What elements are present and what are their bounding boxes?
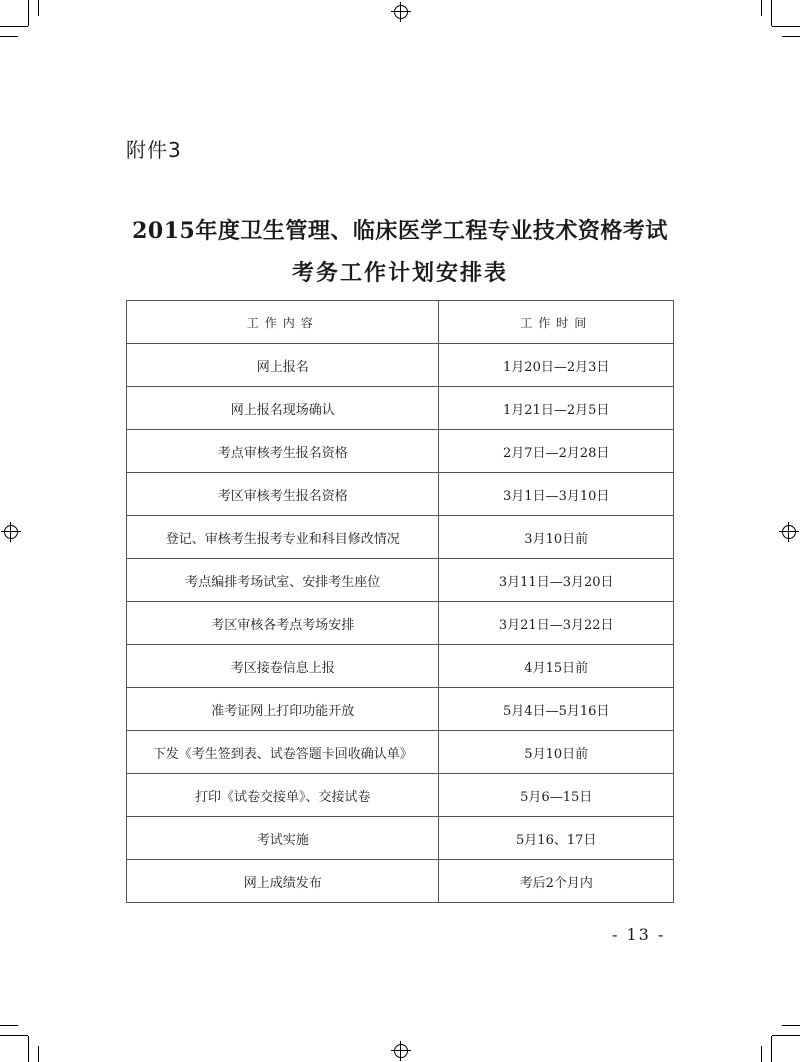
table-row	[127, 731, 674, 774]
time-cell: 3月10日前	[439, 516, 674, 559]
time-cell: 5月16、17日	[439, 817, 674, 860]
registration-mark-icon	[1, 522, 21, 542]
time-cell: 3月1日—3月10日	[439, 473, 674, 516]
time-cell: 3月21日—3月22日	[439, 602, 674, 645]
task-cell: 考试实施	[127, 817, 439, 860]
registration-mark-icon	[391, 2, 411, 22]
time-cell: 5月10日前	[439, 731, 674, 774]
task-cell: 登记、审核考生报考专业和科目修改情况	[127, 516, 439, 559]
column-header-content: 工作内容	[127, 301, 439, 344]
table-header-row	[127, 301, 674, 344]
time-cell: 5月4日—5月16日	[439, 688, 674, 731]
table-row	[127, 516, 674, 559]
table-row	[127, 473, 674, 516]
time-cell: 4月15日前	[439, 645, 674, 688]
table-row	[127, 430, 674, 473]
task-cell: 准考证网上打印功能开放	[127, 688, 439, 731]
table-row	[127, 688, 674, 731]
table-row	[127, 860, 674, 903]
table-row	[127, 817, 674, 860]
time-cell: 3月11日—3月20日	[439, 559, 674, 602]
time-cell: 2月7日—2月28日	[439, 430, 674, 473]
time-cell: 5月6—15日	[439, 774, 674, 817]
task-cell: 打印《试卷交接单》、交接试卷	[127, 774, 439, 817]
time-cell: 1月21日—2月5日	[439, 387, 674, 430]
table-row	[127, 645, 674, 688]
table-row	[127, 559, 674, 602]
attachment-label: 附件3	[126, 138, 182, 162]
table-row	[127, 602, 674, 645]
task-cell: 考区接卷信息上报	[127, 645, 439, 688]
table-row	[127, 774, 674, 817]
column-header-time: 工作时间	[439, 301, 674, 344]
document-title: 2015年度卫生管理、临床医学工程专业技术资格考试	[132, 218, 668, 244]
page-number: - 13 -	[612, 925, 666, 944]
task-cell: 考区审核考生报名资格	[127, 473, 439, 516]
task-cell: 考点审核考生报名资格	[127, 430, 439, 473]
task-cell: 网上报名现场确认	[127, 387, 439, 430]
task-cell: 考点编排考场试室、安排考生座位	[127, 559, 439, 602]
registration-mark-icon	[779, 522, 799, 542]
task-cell: 网上成绩发布	[127, 860, 439, 903]
task-cell: 下发《考生签到表、试卷答题卡回收确认单》	[127, 731, 439, 774]
time-cell: 1月20日—2月3日	[439, 344, 674, 387]
task-cell: 网上报名	[127, 344, 439, 387]
table-row	[127, 344, 674, 387]
table-row	[127, 387, 674, 430]
time-cell: 考后2个月内	[439, 860, 674, 903]
task-cell: 考区审核各考点考场安排	[127, 602, 439, 645]
document-subtitle: 考务工作计划安排表	[291, 260, 508, 286]
schedule-table	[126, 300, 674, 903]
registration-mark-icon	[391, 1041, 411, 1061]
